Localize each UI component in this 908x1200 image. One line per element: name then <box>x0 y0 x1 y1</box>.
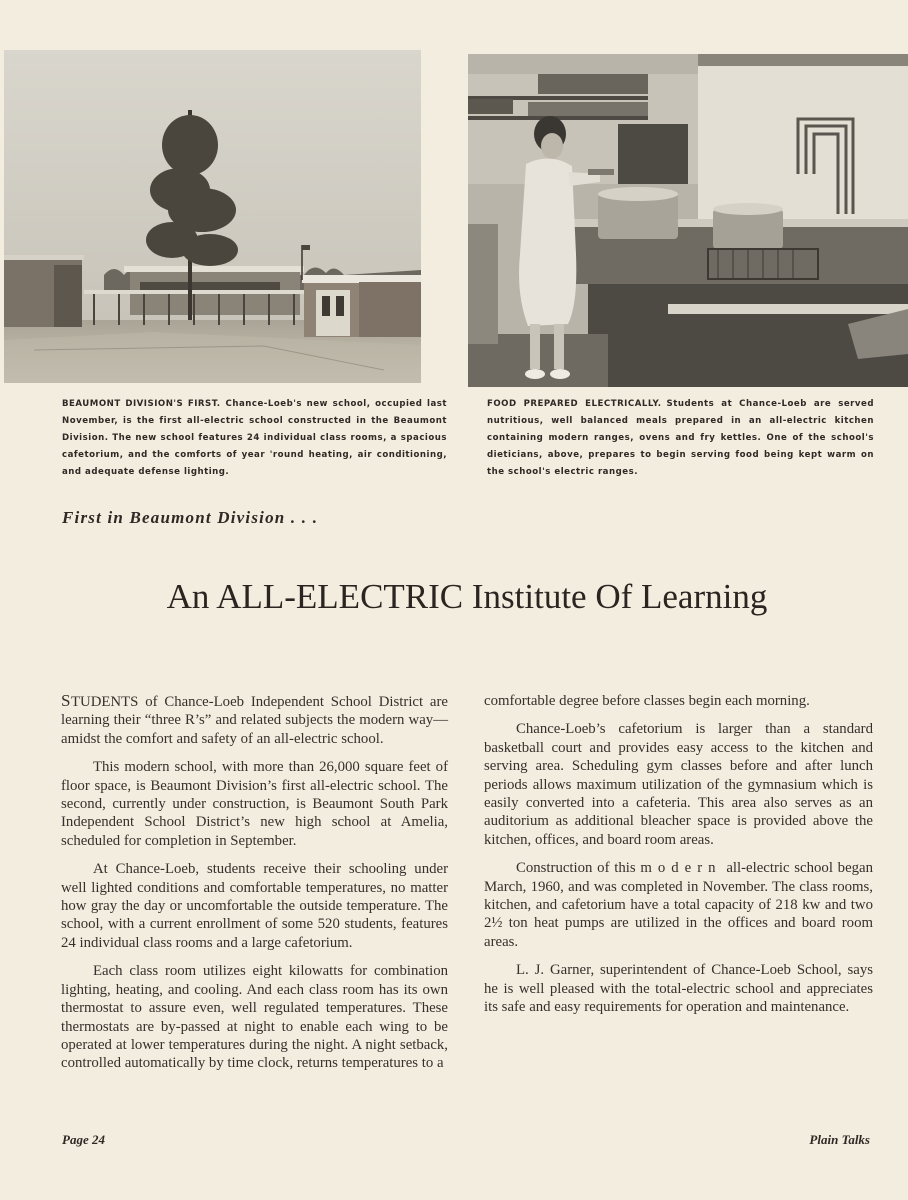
article-column-right <box>484 692 873 1027</box>
article-paragraph: L. J. Garner, superintendent of Chance-Loeb School, says he is well pleased with the total-electric school and appreciates its safe and easy requirements for operation and maintenance. <box>484 962 873 1016</box>
lead-dropcap: S <box>61 691 71 710</box>
article-paragraph: Chance-Loeb’s cafetorium is larger than a standard basketball court and provides easy access to the kitchen and serving area. Scheduling gym classes before and after lunch periods allows maximum utilization of the gymnasium which is easily converted into a cafeteria. This area also serves as an auditorium as additional bleacher space is provided above the kitchen, offices, and board room areas. <box>484 721 873 848</box>
caption-body-left: Chance-Loeb's new school, occupied last November, is the first all-electric school constructed in the Beaumont Division. The new school features 24 individual class rooms, a spacious cafetorium, and the comforts of year 'round heating, air conditioning, and adequate defense lighting. <box>62 399 447 477</box>
lead-caps: TUDENTS <box>70 694 139 710</box>
photo-caption-right <box>487 396 874 481</box>
p6-rest: all-electric school began March, 1960, and was completed in November. The class rooms, kitchen, and cafetorium have a total capacity of 218 kw and two 2½ ton heat pumps are utilized in the offices and board room areas. <box>484 860 873 950</box>
page-number: Page 24 <box>62 1132 105 1147</box>
caption-heading-right: FOOD PREPARED ELECTRICALLY. <box>487 399 662 409</box>
publication-name: Plain Talks <box>809 1132 870 1147</box>
article-paragraph <box>61 692 448 748</box>
article-kicker: First in Beaumont Division . . . <box>62 508 319 527</box>
caption-heading-left: BEAUMONT DIVISION'S FIRST. <box>62 399 221 409</box>
article-paragraph: At Chance-Loeb, students receive their schooling under well lighted conditions and comfortable temperatures, no matter how gray the day or uncomfortable the outside temperature. The school, with a current enrollment of some 520 students, features 24 individual class rooms and a large cafetorium. <box>61 861 448 951</box>
p6-spaced-word: modern <box>640 860 722 877</box>
article-paragraph-continued: comfortable degree before classes begin each morning. <box>484 693 810 709</box>
caption-body-right: Students at Chance-Loeb are served nutritious, well balanced meals prepared in an all-electric kitchen containing modern ranges, ovens and fry kettles. One of the school's dieticians, above, prepares to begin serving food being kept warm on the school's electric ranges. <box>487 399 874 477</box>
article-column-left <box>61 692 448 1083</box>
article-paragraph: This modern school, with more than 26,000 square feet of floor space, is Beaumont Division’s first all-electric school. The second, currently under construction, is Beaumont South Park Independent School District’s new high school at Amelia, scheduled for completion in September. <box>61 759 448 849</box>
lead-text: of Chance-Loeb Independent School District are learning their “three R’s” and related subjects the modern way—amidst the comfort and safety of an all-electric school. <box>61 694 448 747</box>
p6-start: Construction of this <box>516 860 641 877</box>
school-exterior-photo <box>4 50 421 383</box>
article-headline: An ALL-ELECTRIC Institute Of Learning <box>166 577 768 616</box>
article-paragraph: Each class room utilizes eight kilowatts for combination lighting, heating, and cooling. And each class room has its own thermostat to assure even, well regulated temperatures. These thermostats are by-passed at night to enable each wing to be operated at lower temperatures during the night. A night setback, controlled automatically by time clock, returns temperatures to a <box>61 963 448 1072</box>
article-paragraph <box>484 859 873 951</box>
photo-caption-left <box>62 396 447 481</box>
kitchen-photo <box>468 54 908 387</box>
